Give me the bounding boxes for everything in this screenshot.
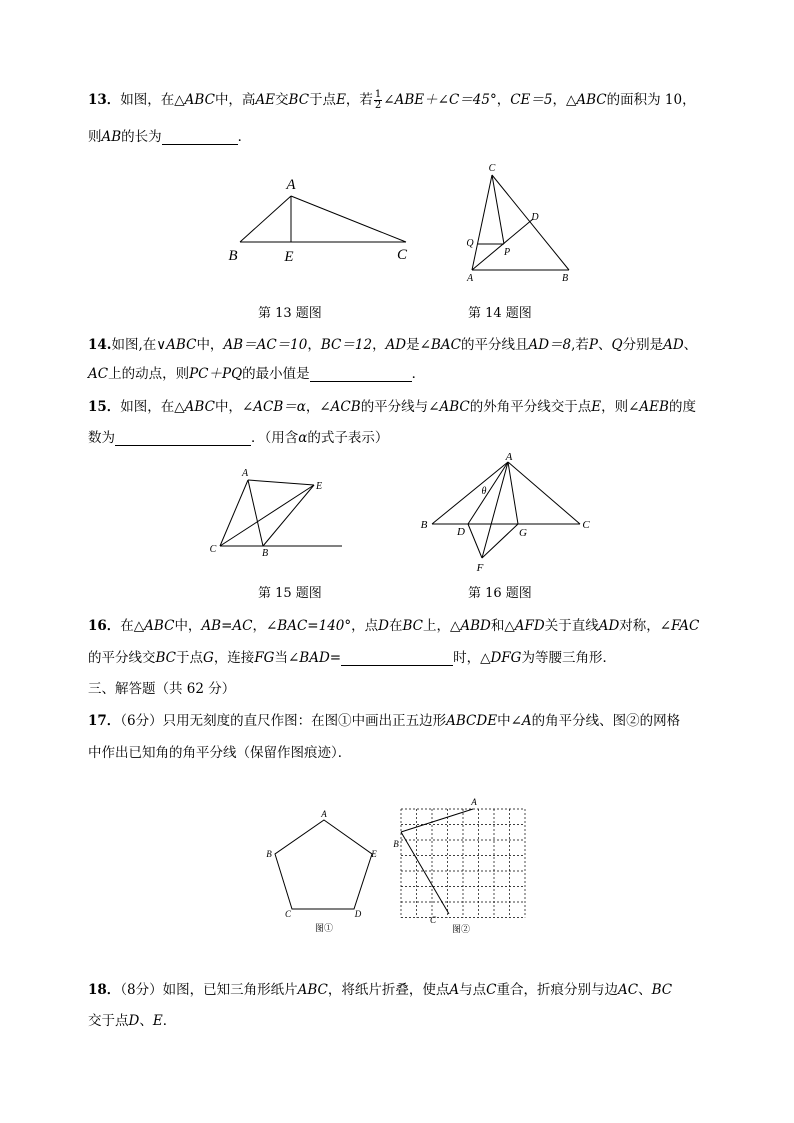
label-b: B bbox=[266, 849, 272, 859]
figure-16-caption: 第 16 题图 bbox=[468, 586, 532, 601]
section-title: 三、解答题（共 62 分） bbox=[88, 681, 236, 697]
label-b: B bbox=[228, 248, 238, 264]
q18-line1: 18．（8分）如图，已知三角形纸片ABC，将纸片折叠，使点A与点C重合，折痕分别与边AC、BC bbox=[88, 982, 673, 998]
label-e: E bbox=[315, 481, 323, 492]
label-g: G bbox=[519, 527, 527, 539]
figure-label: 图② bbox=[451, 924, 471, 934]
label-c: C bbox=[582, 519, 590, 531]
label-c: C bbox=[488, 163, 496, 174]
q16-line2: 的平分线交BC于点G，连接FG当∠BAD= 时，△DFG为等腰三角形． bbox=[88, 650, 616, 666]
answer-blank[interactable] bbox=[115, 431, 251, 446]
label-c: C bbox=[396, 247, 408, 263]
figure-13-caption: 第 13 题图 bbox=[258, 306, 322, 321]
fraction: $\frac{1}{2}$ bbox=[374, 89, 382, 111]
figure-17-grid bbox=[388, 795, 530, 937]
figure-15-caption: 第 15 题图 bbox=[258, 586, 322, 601]
label-d: D bbox=[354, 909, 362, 919]
label-a: A bbox=[471, 797, 477, 807]
q14-line2: AC上的动点，则PC＋PQ的最小值是 ． bbox=[88, 366, 426, 382]
q16-line1: 16．在△ABC中，AB=AC，∠BAC=140°，点D在BC上，△ABD和△AFD关于直线AD对称，∠FAC bbox=[88, 618, 700, 634]
q13-line2: 则AB的长为 ． bbox=[88, 129, 252, 145]
label-e: E bbox=[284, 249, 294, 265]
figure-14-caption: 第 14 题图 bbox=[468, 306, 532, 321]
label-a: A bbox=[321, 809, 327, 819]
figure-16 bbox=[414, 450, 596, 574]
q18-line2: 交于点D、E． bbox=[88, 1013, 177, 1029]
q15-line1: 15．如图，在△ABC中，∠ACB＝α，∠ACB的平分线与∠ABC的外角平分线交于点E，则∠AEB的度 bbox=[88, 399, 696, 415]
label-a: A bbox=[241, 468, 249, 479]
q14-line1: 14.如图,在∨ABC中，AB＝AC＝10，BC＝12，AD是∠BAC的平分线且AD＝8,若P、Q分别是AD、 bbox=[88, 337, 698, 353]
label-c: C bbox=[284, 909, 292, 919]
label-b: B bbox=[420, 519, 428, 531]
question-number: 14. bbox=[88, 337, 112, 353]
label-a: A bbox=[286, 177, 296, 193]
label-f: F bbox=[476, 562, 484, 574]
figure-14 bbox=[458, 158, 583, 288]
q17-line1: 17．（6分）只用无刻度的直尺作图：在图①中画出正五边形ABCDE中∠A的角平分线、图②的网格 bbox=[88, 713, 681, 729]
q15-line2: 数为 ．（用含α的式子表示） bbox=[88, 430, 389, 446]
label-q: Q bbox=[466, 238, 474, 249]
label-b: B bbox=[261, 548, 269, 559]
label-b: B bbox=[393, 839, 399, 849]
figure-13 bbox=[222, 172, 422, 268]
figure-15 bbox=[204, 464, 350, 562]
figure-label: 图① bbox=[314, 923, 334, 933]
q13-line1: 13．如图，在△ABC中，高AE交BC于点E，若 $\frac{1}{2}$ ∠ABE＋∠C＝45°，CE＝5，△ABC的面积为 10， bbox=[88, 89, 696, 111]
q17-line2: 中作出已知角的角平分线（保留作图痕迹）． bbox=[88, 745, 352, 761]
label-d: D bbox=[457, 526, 465, 538]
question-number: 13． bbox=[88, 92, 121, 108]
question-number: 16． bbox=[88, 618, 121, 634]
figure-17-pentagon bbox=[262, 808, 380, 936]
label-c: C bbox=[209, 544, 217, 555]
label-a: A bbox=[466, 273, 474, 284]
label-a: A bbox=[505, 451, 513, 463]
label-b: B bbox=[561, 273, 569, 284]
label-d: D bbox=[531, 212, 539, 223]
label-p: P bbox=[503, 247, 511, 258]
label-c: C bbox=[429, 915, 437, 925]
question-number: 15． bbox=[88, 399, 121, 415]
answer-blank[interactable] bbox=[310, 367, 412, 382]
label-theta: θ bbox=[481, 486, 487, 497]
answer-blank[interactable] bbox=[341, 651, 453, 666]
question-number: 18． bbox=[88, 982, 121, 998]
answer-blank[interactable] bbox=[162, 130, 238, 145]
label-e: E bbox=[371, 849, 377, 859]
question-number: 17． bbox=[88, 713, 121, 729]
